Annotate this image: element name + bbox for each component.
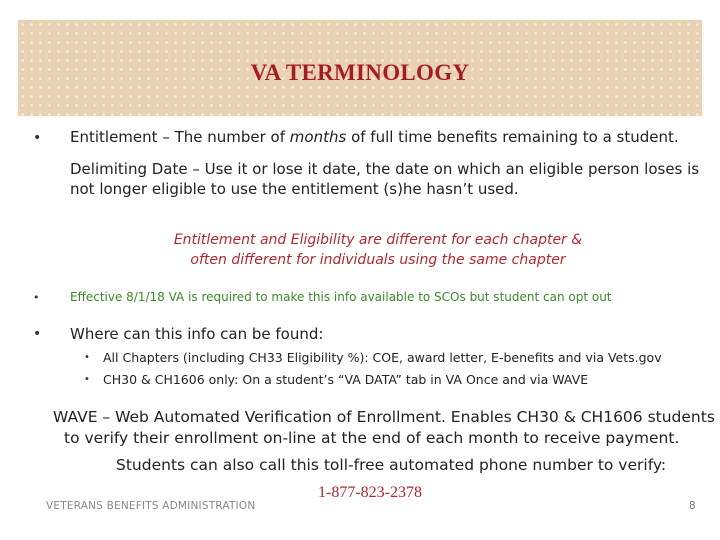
title-banner (18, 20, 702, 116)
where-item-ch30: CH30 & CH1606 only: On a student’s “VA DATA” tab in VA Once and via WAVE (103, 372, 589, 387)
entitlement-dash: – The number of (157, 128, 290, 146)
slide-title: VA TERMINOLOGY (250, 60, 470, 85)
where-heading: Where can this info can be found: (70, 325, 324, 343)
entitlement-definition (70, 128, 679, 146)
note-line2: often different for individuals using the same chapter (190, 252, 566, 268)
delimiting-definition-line1 (70, 160, 699, 178)
phone-number: 1-877-823-2378 (318, 484, 422, 501)
footer-text: VETERANS BENEFITS ADMINISTRATION (46, 500, 256, 512)
sub-bullet-1: • (84, 352, 90, 363)
bullet-where: • (33, 326, 42, 342)
delimiting-term: Delimiting Date (70, 160, 188, 178)
entitlement-term: Entitlement (70, 128, 158, 146)
entitlement-rest: of full time benefits remaining to a student. (346, 128, 679, 146)
note-line1: Entitlement and Eligibility are different for each chapter & (173, 232, 583, 248)
where-item-all-chapters: All Chapters (including CH33 Eligibility %): COE, award letter, E-benefits and via Vets.gov (103, 350, 662, 365)
page-number: 8 (689, 500, 696, 512)
entitlement-months: months (289, 128, 347, 146)
wave-line3: Students can also call this toll-free automated phone number to verify: (116, 456, 667, 474)
delimiting-line1-rest: – Use it or lose it date, the date on which an eligible person loses is (187, 160, 700, 178)
bullet-effective: • (33, 291, 40, 304)
effective-date-text: Effective 8/1/18 VA is required to make this info available to SCOs but student can opt out (70, 290, 612, 304)
sub-bullet-2: • (84, 374, 90, 385)
wave-line1: WAVE – Web Automated Verification of Enrollment. Enables CH30 & CH1606 students (53, 408, 715, 426)
bullet-entitlement: • (33, 130, 42, 146)
wave-line2: to verify their enrollment on-line at the end of each month to receive payment. (64, 429, 680, 447)
delimiting-definition-line2: not longer eligible to use the entitlement (s)he hasn’t used. (70, 180, 519, 198)
